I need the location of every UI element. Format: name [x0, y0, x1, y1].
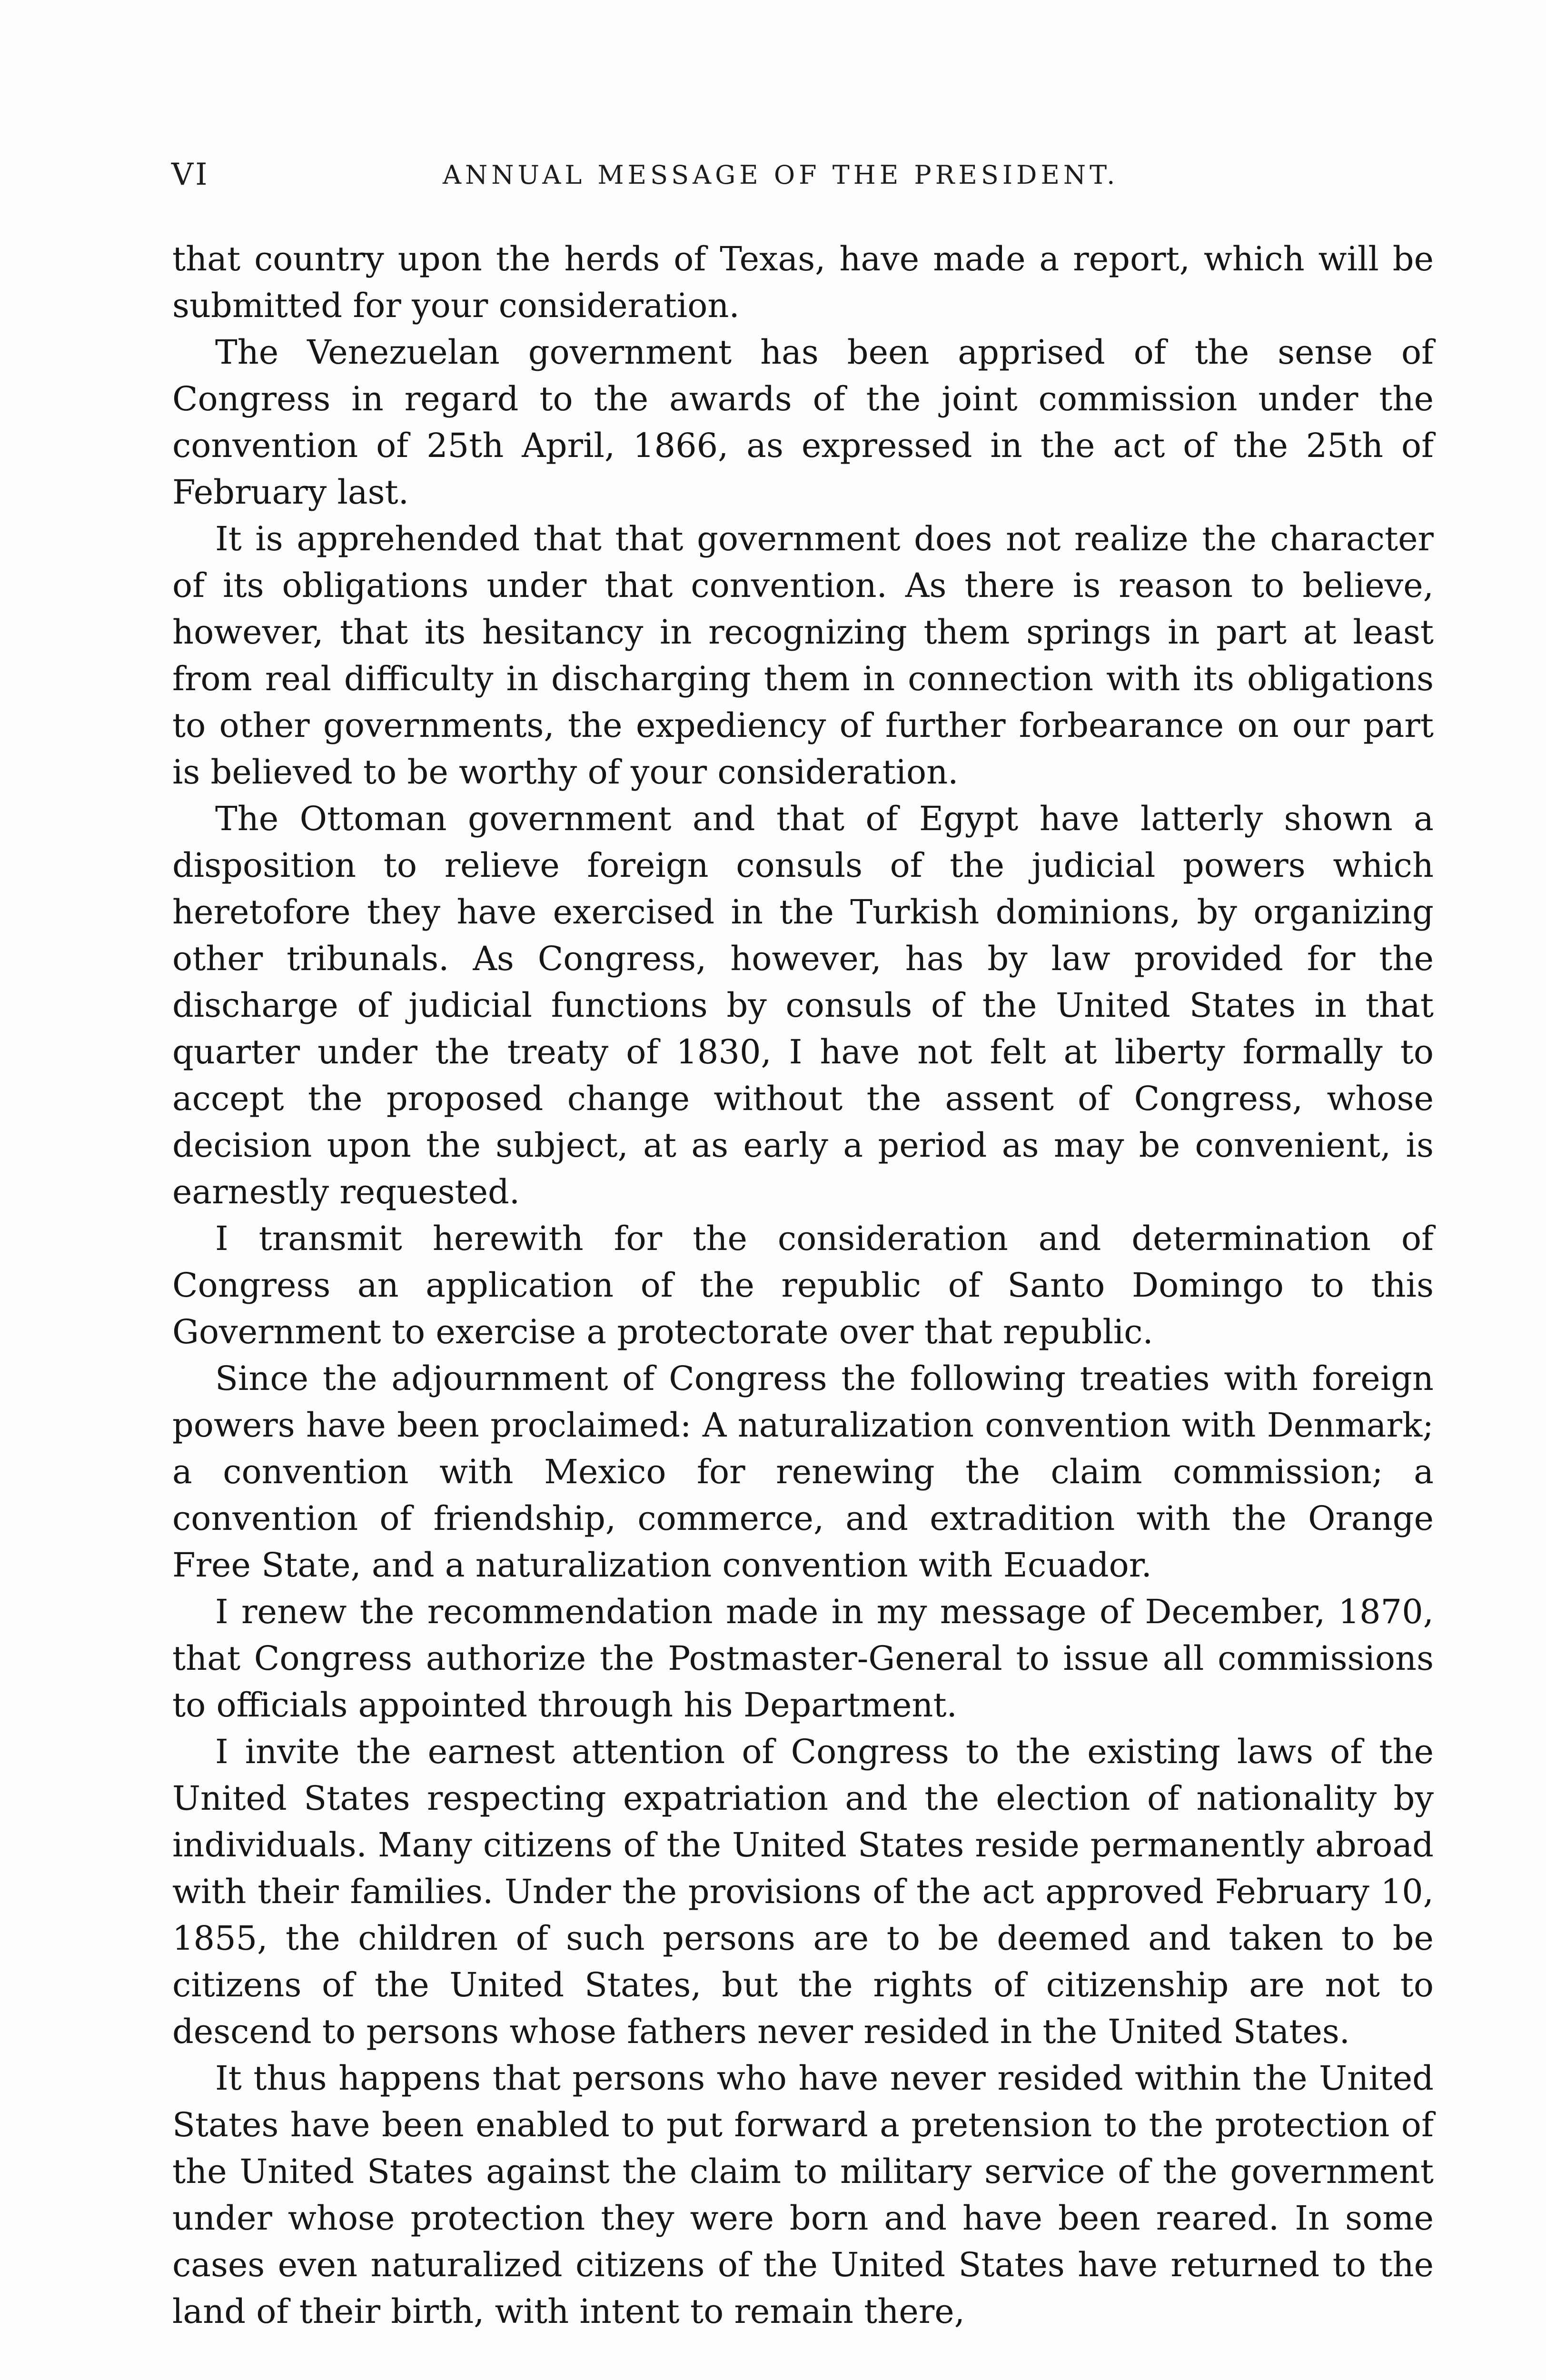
paragraph: I renew the recommendation made in my message of December, 1870, that Congress authorize the Postmaster-General to issue all commissions to officials appointed through his Department.	[172, 1592, 1434, 1725]
paragraph: that country upon the herds of Texas, have made a report, which will be submitted for your consideration.	[172, 239, 1434, 325]
running-title: ANNUAL MESSAGE OF THE PRESIDENT.	[443, 160, 1119, 190]
paragraph: I invite the earnest attention of Congress to the existing laws of the United States respecting expatriation and the election of nationality by individuals. Many citizens of the United States reside permanently abroad with their families. Under the provisions of the act approved February 10, 1855, the children of such persons are to be deemed and taken to be citizens of the United States, but the rights of citizenship are not to descend to persons whose fathers never resided in the United States.	[172, 1732, 1434, 2051]
paragraph: I transmit herewith for the consideration and determination of Congress an application of the republic of Santo Domingo to this Government to exercise a protectorate over that republic.	[172, 1219, 1434, 1351]
paragraph: The Ottoman government and that of Egypt have latterly shown a disposition to relieve foreign consuls of the judicial powers which heretofore they have exercised in the Turkish dominions, by organizing other tribunals. As Congress, however, has by law provided for the discharge of judicial functions by consuls of the United States in that quarter under the treaty of 1830, I have not felt at liberty formally to accept the proposed change without the assent of Congress, whose decision upon the subject, at as early a period as may be convenient, is earnestly requested.	[172, 799, 1434, 1211]
paragraph: It is apprehended that that government does not realize the character of its obligations under that convention. As there is reason to believe, however, that its hesitancy in recognizing them springs in part at least from real difficulty in discharging them in connection with its obligations to other governments, the expediency of further forbearance on our part is believed to be worthy of your consideration.	[172, 519, 1434, 792]
body-text	[172, 236, 1434, 2335]
page-number: VI	[171, 157, 209, 192]
paragraph: It thus happens that persons who have never resided within the United States have been enabled to put forward a pretension to the protection of the United States against the claim to military service of the government under whose protection they were born and have been reared. In some cases even naturalized citizens of the United States have returned to the land of their birth, with intent to remain there,	[172, 2059, 1434, 2331]
paragraph: Since the adjournment of Congress the following treaties with foreign powers have been proclaimed: A naturalization convention with Denmark; a convention with Mexico for renewing the claim commission; a convention of friendship, commerce, and extradition with the Orange Free State, and a naturalization convention with Ecuador.	[172, 1359, 1434, 1585]
paragraph: The Venezuelan government has been apprised of the sense of Congress in regard to the awards of the joint commission under the convention of 25th April, 1866, as expressed in the act of the 25th of February last.	[172, 333, 1434, 512]
running-head	[171, 157, 1437, 205]
